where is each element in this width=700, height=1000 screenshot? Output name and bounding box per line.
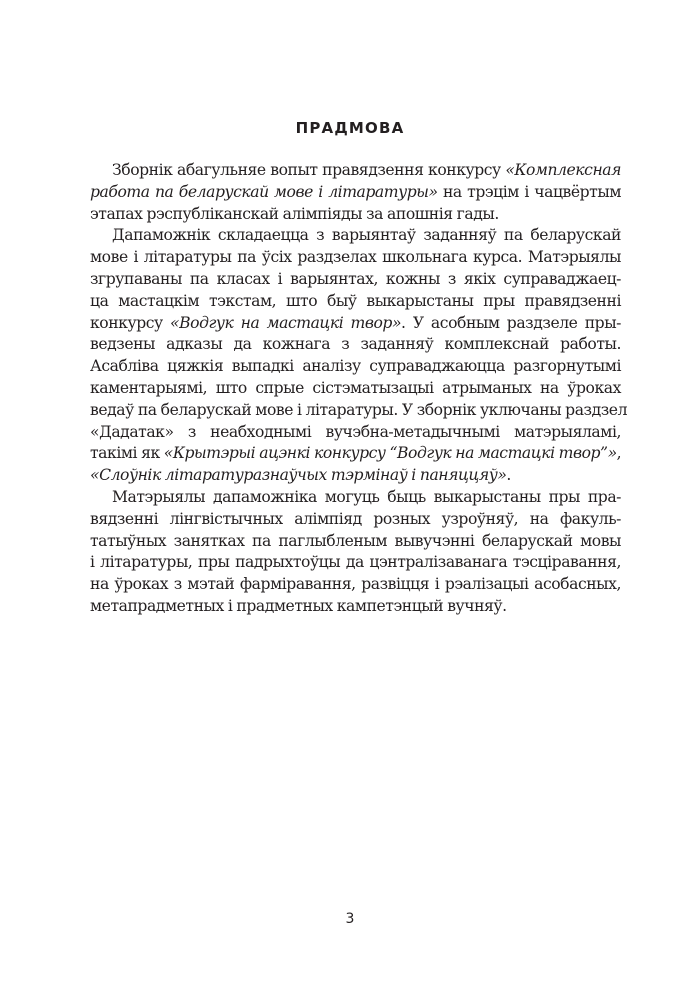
text-run: такімі як bbox=[90, 444, 164, 463]
text-run: татыўных занятках па паглыбленым вывучэнні беларускай мовы bbox=[90, 531, 621, 550]
text-run: каментарыямі, што спрые сістэматызацыі атрыманых на ўроках bbox=[90, 378, 621, 397]
text-line bbox=[90, 269, 621, 291]
italic-text: «Слоўнік літаратуразнаўчых тэрмінаў і паняццяў» bbox=[90, 466, 507, 485]
text-line bbox=[90, 487, 621, 509]
text-line bbox=[90, 422, 621, 444]
italic-text: работа па беларускай мове і літаратуры» bbox=[90, 182, 438, 201]
text-line bbox=[90, 182, 621, 204]
text-run: і літаратуры, пры падрыхтоўцы да цэнтралізаванага тэсціравання, bbox=[90, 553, 621, 572]
text-run: . bbox=[506, 466, 511, 485]
text-run: ца мастацкім тэкстам, што быў выкарыстаны пры правядзенні bbox=[90, 291, 621, 310]
text-run: Матэрыялы дапаможніка могуць быць выкарыстаны пры пра- bbox=[112, 487, 621, 506]
text-run: на ўроках з мэтай фарміравання, развіцця і рэалізацыі асобасных, bbox=[90, 575, 621, 594]
paragraph bbox=[90, 160, 621, 225]
italic-text: «Комплексная bbox=[505, 161, 621, 179]
text-line bbox=[90, 378, 621, 400]
text-run: этапах рэспубліканскай алімпіяды за апошнія гады. bbox=[90, 204, 499, 223]
text-run: «Дадатак» з неабходнымі вучэбна-метадычнымі матэрыяламі, bbox=[90, 422, 621, 441]
text-run: метапрадметных і прадметных кампетэнцый вучняў. bbox=[90, 596, 507, 615]
text-line bbox=[90, 443, 621, 465]
text-line bbox=[90, 400, 628, 422]
paragraph bbox=[90, 487, 621, 618]
text-line bbox=[90, 291, 621, 313]
text-line bbox=[90, 552, 621, 574]
text-line bbox=[90, 204, 621, 226]
page-number: 3 bbox=[345, 911, 355, 927]
paragraph bbox=[90, 225, 628, 487]
text-run: ведаў па беларускай мове і літаратуры. У зборнік уключаны раздзел bbox=[90, 400, 628, 419]
text-line bbox=[90, 531, 621, 553]
text-run: Зборнік абагульняе вопыт правядзення конкурсу bbox=[112, 161, 506, 179]
text-run: Асаблівa цяжкія выпадкі аналізу суправаджаюцца разгорнутымі bbox=[90, 357, 621, 376]
italic-text: «Крытэрыі ацэнкі конкурсу “Водгук на мастацкі твор”» bbox=[163, 444, 617, 463]
page-heading: ПРАДМОВА bbox=[295, 119, 405, 137]
italic-text: «Водгук на мастацкі твор» bbox=[170, 313, 402, 332]
text-line bbox=[90, 356, 621, 378]
text-run: , bbox=[616, 444, 622, 463]
text-line bbox=[90, 313, 621, 335]
text-line bbox=[90, 225, 621, 247]
text-run: на трэцім і чацвёртым bbox=[437, 182, 622, 201]
text-line bbox=[90, 247, 621, 269]
text-run: мове і літаратуры па ўсіх раздзелах школьнага курса. Матэрыялы bbox=[90, 248, 621, 267]
text-line bbox=[90, 509, 621, 531]
text-run: . У асобным раздзеле пры- bbox=[401, 313, 621, 332]
text-line bbox=[90, 160, 621, 182]
text-line bbox=[90, 596, 621, 618]
text-run: конкурсу bbox=[90, 313, 171, 332]
text-run: Дапаможнік складаецца з варыянтаў заданняў па беларускай bbox=[112, 226, 621, 245]
text-line bbox=[90, 574, 621, 596]
text-line bbox=[90, 465, 621, 487]
text-run: вядзенні лінгвістычных алімпіяд розных узроўняў, на факуль- bbox=[90, 509, 621, 528]
preface-body bbox=[90, 160, 628, 618]
text-run: ведзены адказы да кожнага з заданняў комплекснай работы. bbox=[90, 335, 621, 354]
text-run: згрупаваны па класах і варыянтах, кожны з якіх суправаджаец- bbox=[90, 269, 621, 288]
text-line bbox=[90, 334, 621, 356]
